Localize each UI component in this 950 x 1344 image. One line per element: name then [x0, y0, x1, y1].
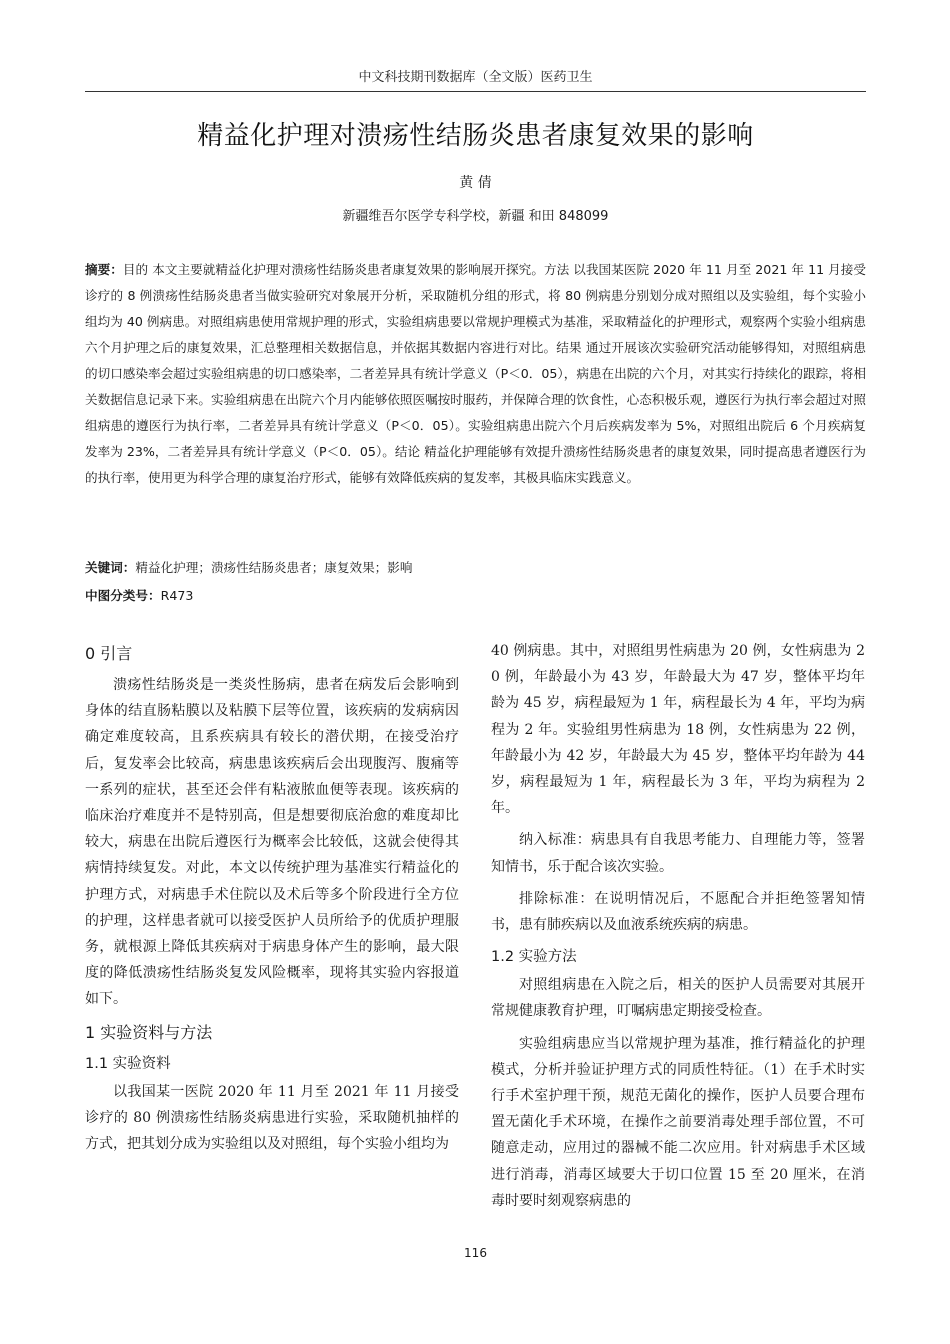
- abstract-label: 摘要：: [85, 262, 123, 277]
- classification-number: [85, 583, 866, 609]
- paragraph-materials: 以我国某一医院 2020 年 11 月至 2021 年 11 月接受诊疗的 80 例溃疡性结肠炎病患进行实验，采取随机抽样的方式，把其划分成为实验组以及对照组，每个实验小组均为: [85, 1083, 459, 1153]
- paragraph-inclusion-criteria: 纳入标准：病患具有自我思考能力、自理能力等，签署知情书，乐于配合该次实验。: [491, 832, 865, 875]
- section-heading-introduction: 0 引言: [85, 644, 133, 663]
- section-heading-materials-methods: 1 实验资料与方法: [85, 1022, 213, 1042]
- page-number: 116: [464, 1246, 487, 1260]
- subsection-heading-materials: 1.1 实验资料: [85, 1055, 171, 1072]
- abstract-text: 目的 本文主要就精益化护理对溃疡性结肠炎患者康复效果的影响展开探究。方法 以我国某医院 2020 年 11 月至 2021 年 11 月接受诊疗的 8 例溃疡性结肠炎患者当做实验研究对象展开分析，采取随机分组的形式，将 80 例病患分别划分成对照组以及实验组，每个实验小组均为 40 例病患。对照组病患使用常规护理的形式，实验组病患要以常规护理模式为基准，采取精益化的护理形式，观察两个实验小组病患六个月护理之后的康复效果，汇总整理相关数据信息，并依据其数据内容进行对比。结果 通过开展该次实验研究活动能够得知，对照组病患的切口感染率会超过实验组病患的切口感染率，二者差异具有统计学意义（P＜0．05），病患在出院的六个月，对其实行持续化的跟踪，将相关数据信息记录下来。实验组病患在出院六个月内能够依照医嘱按时服药，并保障合理的饮食性，心态积极乐观，遵医行为执行率会超过对照组病患的遵医行为执行率，二者差异具有统计学意义（P＜0．05）。实验组病患出院六个月后疾病发率为 5%，对照组出院后 6 个月疾病复发率为 23%，二者差异具有统计学意义（P＜0．05）。结论 精益化护理能够有效提升溃疡性结肠炎患者的康复效果，同时提高患者遵医行为的执行率，使用更为科学合理的康复治疗形式，能够有效降低疾病的复发率，其极具临床实践意义。: [85, 262, 867, 485]
- author-affiliation: 新疆维吾尔医学专科学校，新疆 和田 848099: [342, 209, 609, 224]
- body-column-right: [491, 638, 865, 1220]
- paragraph-materials-continued: 40 例病患。其中，对照组男性病患为 20 例，女性病患为 20 例，年龄最小为 43 岁，年龄最大为 47 岁，整体平均年龄为 45 岁，病程最短为 1 年，病程最长为 4 年，平均为病程为 2 年。实验组男性病患为 18 例，女性病患为 22 例，年龄最小为 42 岁，年龄最大为 45 岁，整体平均年龄为 44 岁，病程最短为 1 年，病程最长为 3 年，平均为病程为 2 年。: [491, 643, 865, 817]
- paragraph-exclusion-criteria: 排除标准：在说明情况后，不愿配合并拒绝签署知情书，患有肺疾病以及血液系统疾病的病患。: [491, 890, 865, 934]
- journal-header: 中文科技期刊数据库（全文版）医药卫生: [85, 66, 866, 92]
- classification-label: 中图分类号：: [85, 588, 161, 603]
- keywords: [85, 555, 866, 581]
- paragraph-control-group-method: 对照组病患在入院之后，相关的医护人员需要对其展开常规健康教育护理，叮嘱病患定期接受检查。: [491, 977, 865, 1020]
- body-column-left: [85, 638, 459, 1157]
- author-name: 黄 倩: [459, 175, 492, 191]
- paragraph-experimental-group-method: 实验组病患应当以常规护理为基准，推行精益化的护理模式，分析并验证护理方式的同质性特征。（1）在手术时实行手术室护理干预，规范无菌化的操作，医护人员要合理布置无菌化手术环境，在操作之前要消毒处理手部位置，不可随意走动，应用过的器械不能二次应用。针对病患手术区域进行消毒，消毒区域要大于切口位置 15 至 20 厘米，在消毒时要时刻观察病患的: [491, 1035, 865, 1209]
- abstract: [85, 257, 866, 491]
- subsection-heading-methods: 1.2 实验方法: [491, 949, 577, 966]
- paragraph-introduction: 溃疡性结肠炎是一类炎性肠病，患者在病发后会影响到身体的结直肠粘膜以及粘膜下层等位置，该疾病的发病病因确定难度较高，且系疾病具有较长的潜伏期，在接受治疗后，复发率会比较高，病患患该疾病后会出现腹泻、腹痛等一系列的症状，甚至还会伴有粘液脓血便等表现。该疾病的临床治疗难度并不是特别高，但是想要彻底治愈的难度却比较大，病患在出院后遵医行为概率会比较低，这就会使得其病情持续复发。对此，本文以传统护理为基准实行精益化的护理方式，对病患手术住院以及术后等多个阶段进行全方位的护理，这样患者就可以接受医护人员所给予的优质护理服务，就根源上降低其疾病对于病患身体产生的影响，最大限度的降低溃疡性结肠炎复发风险概率，现将其实验内容报道如下。: [85, 677, 459, 1008]
- article-title: 精益化护理对溃疡性结肠炎患者康复效果的影响: [197, 121, 754, 151]
- classification-text: R473: [160, 588, 194, 603]
- keywords-text: 精益化护理；溃疡性结肠炎患者；康复效果；影响: [135, 560, 413, 575]
- keywords-label: 关键词：: [85, 560, 136, 575]
